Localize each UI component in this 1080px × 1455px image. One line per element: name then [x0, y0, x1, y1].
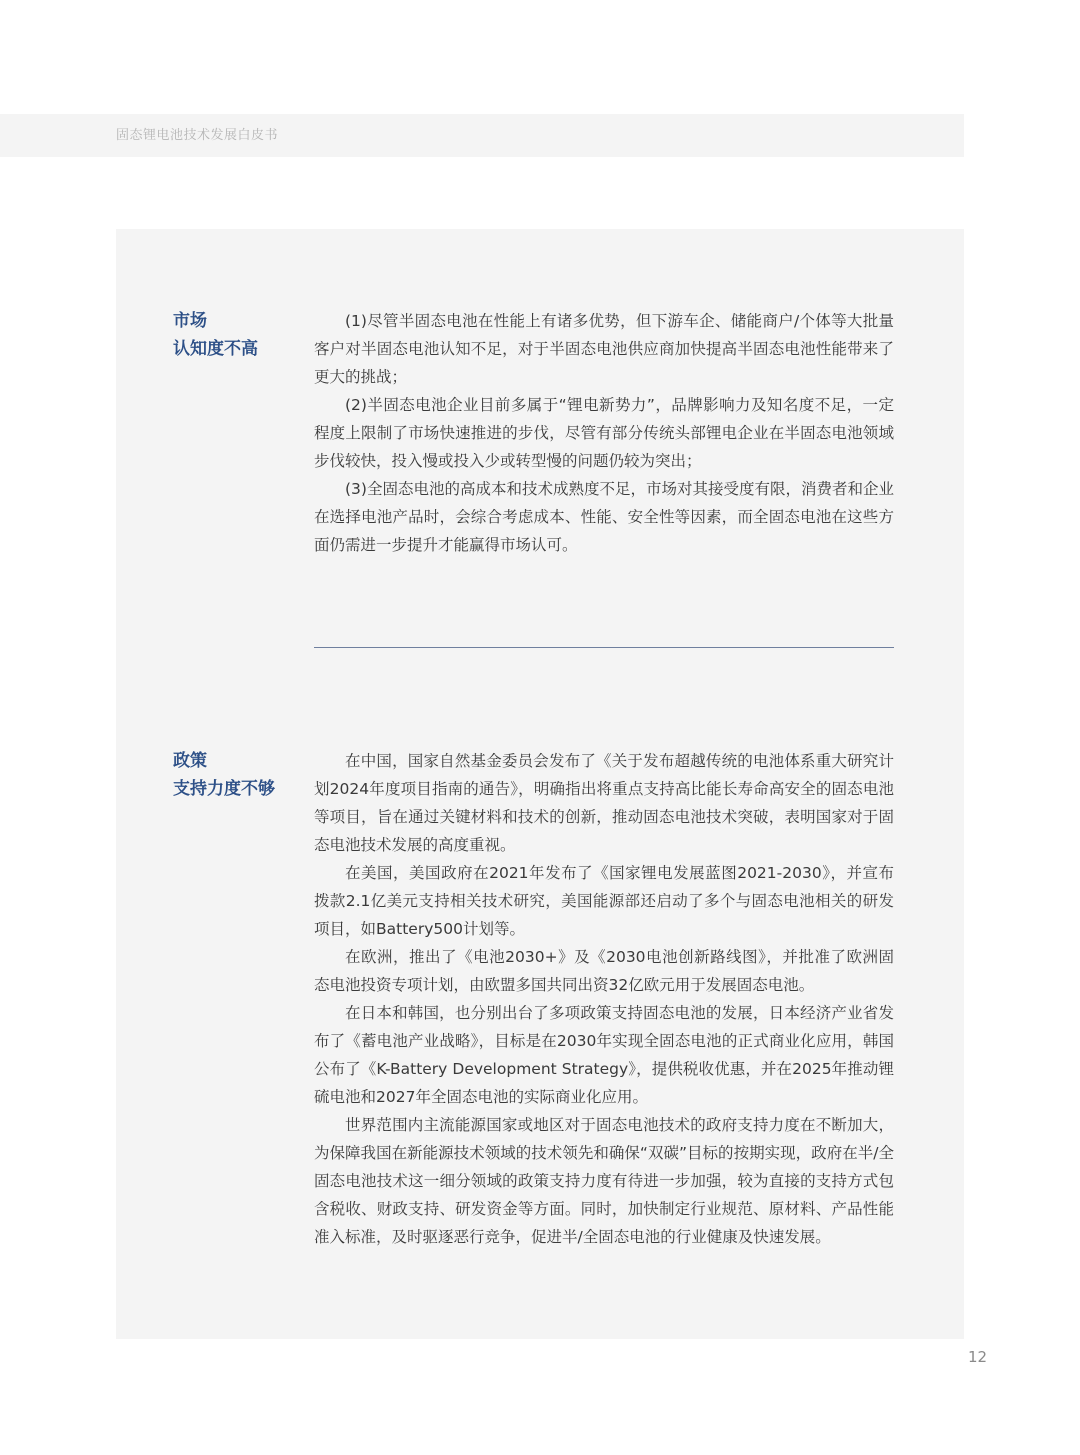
paragraph: 在日本和韩国，也分别出台了多项政策支持固态电池的发展，日本经济产业省发布了《蓄电池产业战略》，目标是在2030年实现全固态电池的正式商业化应用，韩国公布了《K-Battery Development Strategy》，提供税收优惠，并在2025年推动锂硫电池和2027年全固态电池的实际商业化应用。 — [314, 1004, 894, 1106]
paragraph: 在美国，美国政府在2021年发布了《国家锂电发展蓝图2021-2030》，并宣布拨款2.1亿美元支持相关技术研究，美国能源部还启动了多个与固态电池相关的研发项目，如Battery500计划等。 — [314, 864, 894, 938]
content-panel — [116, 229, 964, 1339]
paragraph: (1)尽管半固态电池在性能上有诸多优势，但下游车企、储能商户/个体等大批量客户对半固态电池认知不足，对于半固态电池供应商加快提高半固态电池性能带来了更大的挑战； — [314, 312, 894, 386]
section-heading-policy — [173, 747, 303, 803]
section-heading-market — [173, 307, 303, 363]
paragraph: (3)全固态电池的高成本和技术成熟度不足，市场对其接受度有限，消费者和企业在选择电池产品时，会综合考虑成本、性能、安全性等因素，而全固态电池在这些方面仍需进一步提升才能赢得市场认可。 — [314, 480, 894, 554]
paragraph: 在中国，国家自然基金委员会发布了《关于发布超越传统的电池体系重大研究计划2024年度项目指南的通告》，明确指出将重点支持高比能长寿命高安全的固态电池等项目，旨在通过关键材料和技术的创新，推动固态电池技术突破，表明国家对于固态电池技术发展的高度重视。 — [314, 752, 894, 854]
heading-line: 市场 — [173, 311, 207, 331]
paragraph: 在欧洲，推出了《电池2030+》及《2030电池创新路线图》，并批准了欧洲固态电池投资专项计划，由欧盟多国共同出资32亿欧元用于发展固态电池。 — [314, 948, 894, 994]
document-title: 固态锂电池技术发展白皮书 — [116, 128, 279, 143]
heading-line: 认知度不高 — [173, 339, 258, 359]
heading-line: 政策 — [173, 751, 207, 771]
section-body-policy — [314, 747, 894, 1251]
paragraph: 世界范围内主流能源国家或地区对于固态电池技术的政府支持力度在不断加大，为保障我国在新能源技术领域的技术领先和确保“双碳”目标的按期实现，政府在半/全固态电池技术这一细分领域的政策支持力度有待进一步加强，较为直接的支持方式包含税收、财政支持、研发资金等方面。同时，加快制定行业规范、原材料、产品性能准入标准，及时驱逐恶行竞争，促进半/全固态电池的行业健康及快速发展。 — [314, 1116, 894, 1246]
section-body-market — [314, 307, 894, 559]
paragraph: (2)半固态电池企业目前多属于“锂电新势力”，品牌影响力及知名度不足，一定程度上限制了市场快速推进的步伐，尽管有部分传统头部锂电企业在半固态电池领域步伐较快，投入慢或投入少或转型慢的问题仍较为突出； — [314, 396, 894, 470]
section-divider — [314, 647, 894, 648]
running-header — [0, 114, 964, 157]
page-number: 12 — [968, 1348, 988, 1366]
heading-line: 支持力度不够 — [173, 779, 275, 799]
